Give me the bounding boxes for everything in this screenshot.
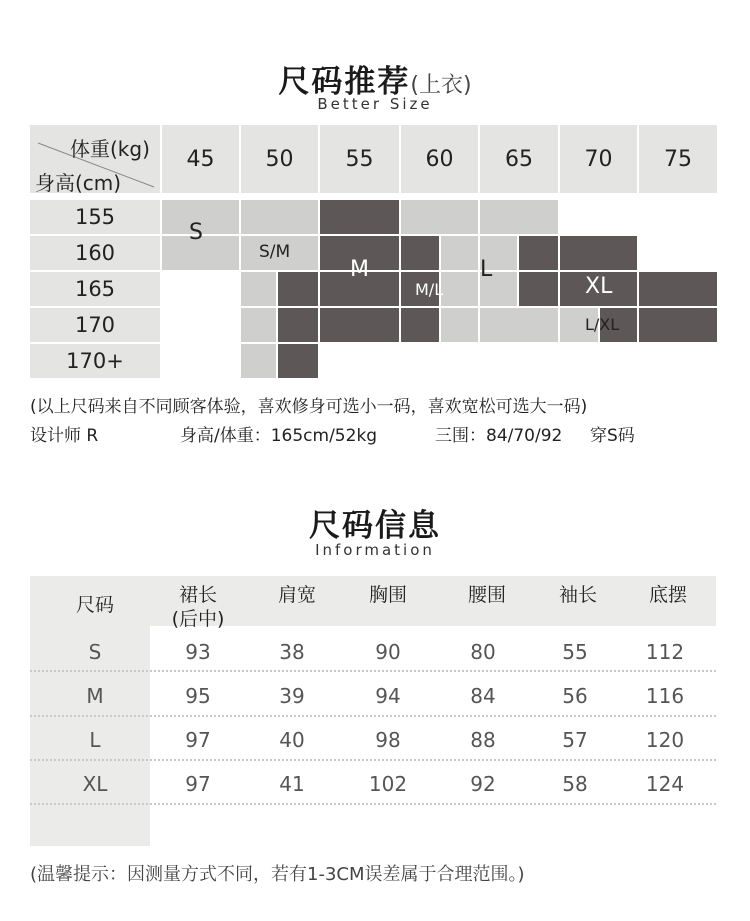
grid-cell	[639, 272, 717, 306]
cell-shoulder: 38	[279, 640, 305, 664]
recommend-subtitle: (上衣)	[410, 73, 472, 98]
cell-chest: 90	[375, 640, 401, 664]
size-label-l: L	[480, 257, 493, 282]
size-label-s: S	[189, 220, 203, 245]
grid-cell	[519, 236, 558, 270]
grid-cell	[241, 308, 276, 342]
size-label-lxl: L/XL	[585, 315, 620, 334]
row-divider	[30, 670, 716, 672]
cell-shoulder: 41	[279, 772, 305, 796]
weight-75: 75	[639, 125, 717, 193]
cell-hem: 116	[645, 684, 685, 708]
cell-waist: 80	[470, 640, 496, 664]
cell-sleeve: 57	[562, 728, 588, 752]
cell-length: 95	[185, 684, 211, 708]
cell-waist: 92	[470, 772, 496, 796]
weight-55: 55	[320, 125, 399, 193]
height-165: 165	[30, 272, 160, 306]
designer-info	[30, 421, 635, 446]
height-155: 155	[30, 200, 160, 234]
cell-hem: 124	[645, 772, 685, 796]
cell-shoulder: 39	[279, 684, 305, 708]
grid-cell	[401, 236, 439, 270]
weight-50: 50	[241, 125, 318, 193]
height-axis-label: 身高(cm)	[35, 171, 122, 195]
grid-cell	[278, 308, 318, 342]
height-170-plus: 170+	[30, 344, 160, 378]
grid-cell	[320, 200, 399, 234]
cell-sleeve: 58	[562, 772, 588, 796]
grid-cell	[560, 236, 637, 270]
weight-70: 70	[560, 125, 637, 193]
grid-cell	[441, 308, 478, 342]
recommend-english: Better Size	[317, 95, 433, 113]
cell-waist: 84	[470, 684, 496, 708]
cell-waist: 88	[470, 728, 496, 752]
grid-cell	[639, 308, 717, 342]
info-title: 尺码信息	[309, 508, 441, 544]
grid-cell	[241, 272, 276, 306]
info-english: Information	[315, 541, 435, 559]
corner-header	[30, 125, 160, 193]
weight-45: 45	[162, 125, 239, 193]
designer-name: 设计师 R	[30, 426, 99, 446]
grid-cell	[278, 272, 318, 306]
header-length: 裙长	[178, 584, 217, 606]
grid-cell	[401, 308, 439, 342]
row-divider	[30, 759, 716, 761]
weight-65: 65	[480, 125, 558, 193]
cell-sleeve: 55	[562, 640, 588, 664]
grid-cell	[241, 200, 318, 234]
measurement-footnote: (温馨提示：因测量方式不同，若有1-3CM误差属于合理范围。)	[30, 864, 525, 885]
grid-cell	[519, 272, 558, 306]
header-shoulder: 肩宽	[277, 584, 316, 606]
cell-size: XL	[82, 772, 108, 796]
cell-shoulder: 40	[279, 728, 305, 752]
size-label-m: M	[350, 257, 369, 282]
cell-size: M	[86, 684, 104, 708]
cell-chest: 94	[375, 684, 401, 708]
grid-cell	[441, 236, 478, 270]
height-170: 170	[30, 308, 160, 342]
weight-60: 60	[401, 125, 478, 193]
weight-axis-label: 体重(kg)	[70, 137, 150, 161]
cell-size: L	[89, 728, 101, 752]
cell-size: S	[88, 640, 102, 664]
designer-wear: 穿S码	[590, 426, 635, 446]
cell-length: 93	[185, 640, 211, 664]
row-divider	[30, 803, 716, 805]
grid-cell	[401, 200, 478, 234]
grid-cell	[241, 344, 276, 378]
cell-length: 97	[185, 728, 211, 752]
cell-chest: 98	[375, 728, 401, 752]
recommend-title-text: 尺码推荐	[278, 64, 411, 100]
grid-cell	[278, 344, 318, 378]
header-length-note: (后中)	[171, 608, 225, 630]
designer-measure: 三围：84/70/92	[435, 426, 563, 446]
grid-cell	[480, 200, 558, 234]
grid-cell	[320, 308, 399, 342]
grid-cell	[480, 308, 558, 342]
fit-note: (以上尺码来自不同顾客体验，喜欢修身可选小一码，喜欢宽松可选大一码)	[30, 397, 588, 417]
cell-chest: 102	[368, 772, 408, 796]
header-size: 尺码	[75, 594, 114, 616]
size-label-xl: XL	[585, 274, 613, 299]
grid-cell	[441, 272, 478, 306]
row-divider	[30, 715, 716, 717]
size-label-sm: S/M	[259, 242, 291, 262]
header-chest: 胸围	[368, 584, 407, 606]
designer-body: 身高/体重：165cm/52kg	[180, 426, 378, 446]
header-hem: 底摆	[648, 584, 687, 606]
cell-length: 97	[185, 772, 211, 796]
header-waist: 腰围	[467, 584, 506, 606]
cell-hem: 120	[645, 728, 685, 752]
cell-hem: 112	[645, 640, 685, 664]
cell-sleeve: 56	[562, 684, 588, 708]
size-label-ml: M/L	[415, 280, 444, 299]
header-sleeve: 袖长	[558, 584, 597, 606]
height-160: 160	[30, 236, 160, 270]
